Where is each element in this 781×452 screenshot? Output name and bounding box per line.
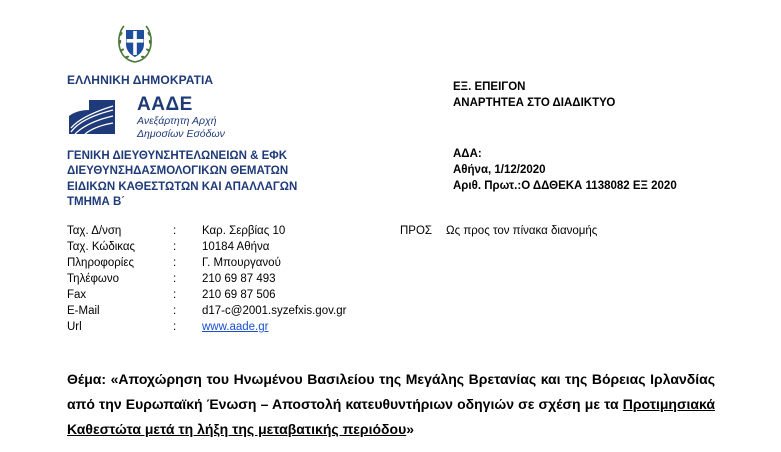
- aade-name: ΑΑΔΕ: [137, 94, 193, 115]
- ada-label: ΑΔΑ:: [453, 148, 482, 160]
- contact-label-url: Url: [67, 321, 82, 333]
- document-date: Αθήνα, 1/12/2020: [453, 164, 546, 176]
- contact-colon: :: [173, 289, 177, 301]
- subject-paragraph: [67, 367, 715, 442]
- contact-colon: :: [173, 321, 177, 333]
- contact-colon: :: [173, 225, 177, 237]
- contact-colon: :: [173, 257, 177, 269]
- contact-colon: :: [173, 241, 177, 253]
- contact-label-fax: Fax: [67, 289, 87, 301]
- greek-emblem-icon: [115, 22, 155, 64]
- contact-colon: :: [173, 273, 177, 285]
- contact-value-phone: 210 69 87 493: [202, 273, 276, 285]
- department-line: ΓΕΝΙΚΗ ΔΙΕΥΘΥΝΣΗΤΕΛΩΝΕΙΩΝ & ΕΦΚ: [67, 150, 288, 162]
- department-line: ΕΙΔΙΚΩΝ ΚΑΘΕΣΤΩΤΩΝ ΚΑΙ ΑΠΑΛΛΑΓΩΝ: [67, 181, 298, 193]
- contact-value-fax: 210 69 87 506: [202, 289, 276, 301]
- contact-value-email: d17-c@2001.syzefxis.gov.gr: [202, 305, 347, 317]
- contact-label-info: Πληροφορίες: [67, 257, 135, 269]
- contact-label-email: E-Mail: [67, 305, 100, 317]
- protocol-number: Αριθ. Πρωτ.:Ο ΔΔΘΕΚΑ 1138082 ΕΞ 2020: [453, 180, 677, 192]
- subject-prefix: Θέμα: «Αποχώρηση του Ηνωμένου Βασιλείου της Μεγάλης Βρετανίας και της Βόρειας Ιρλανδίας από την Ευρωπαϊκή Ένωση – Αποστολή κατευθυντήριων οδηγιών σε σχέση με τα: [67, 371, 715, 412]
- recipient-text: Ως προς τον πίνακα διανομής: [446, 225, 598, 237]
- contact-value-info: Γ. Μπουργανού: [202, 257, 281, 269]
- contact-label-phone: Τηλέφωνο: [67, 273, 120, 285]
- recipient-label: ΠΡΟΣ: [400, 225, 433, 237]
- department-line: ΤΜΗΜΑ Β΄: [67, 196, 126, 208]
- department-line: ΔΙΕΥΘΥΝΣΗΔΑΣΜΟΛΟΓΙΚΩΝ ΘΕΜΑΤΩΝ: [67, 165, 289, 177]
- contact-label-address: Ταχ. Δ/νση: [67, 225, 122, 237]
- republic-title: ΕΛΛΗΝΙΚΗ ΔΗΜΟΚΡΑΤΙΑ: [67, 73, 214, 87]
- subject-suffix: »: [406, 421, 415, 437]
- urgency-label: ΕΞ. ΕΠΕΙΓΟΝ: [453, 81, 526, 93]
- contact-value-postcode: 10184 Αθήνα: [202, 241, 270, 253]
- publish-online-label: ΑΝΑΡΤΗΤΕΑ ΣΤΟ ΔΙΑΔΙΚΤΥΟ: [453, 97, 616, 109]
- aade-subtitle-line1: Ανεξάρτητη Αρχή: [137, 115, 217, 127]
- aade-logo-icon: [67, 96, 117, 136]
- contact-colon: :: [173, 305, 177, 317]
- website-link[interactable]: www.aade.gr: [202, 321, 269, 333]
- subject-underlined: Προτιμησιακά Καθεστώτα μετά τη λήξη της μεταβατικής περιόδου: [67, 396, 715, 437]
- aade-subtitle-line2: Δημοσίων Εσόδων: [137, 128, 225, 140]
- contact-label-postcode: Ταχ. Κώδικας: [67, 241, 136, 253]
- contact-value-address: Καρ. Σερβίας 10: [202, 225, 286, 237]
